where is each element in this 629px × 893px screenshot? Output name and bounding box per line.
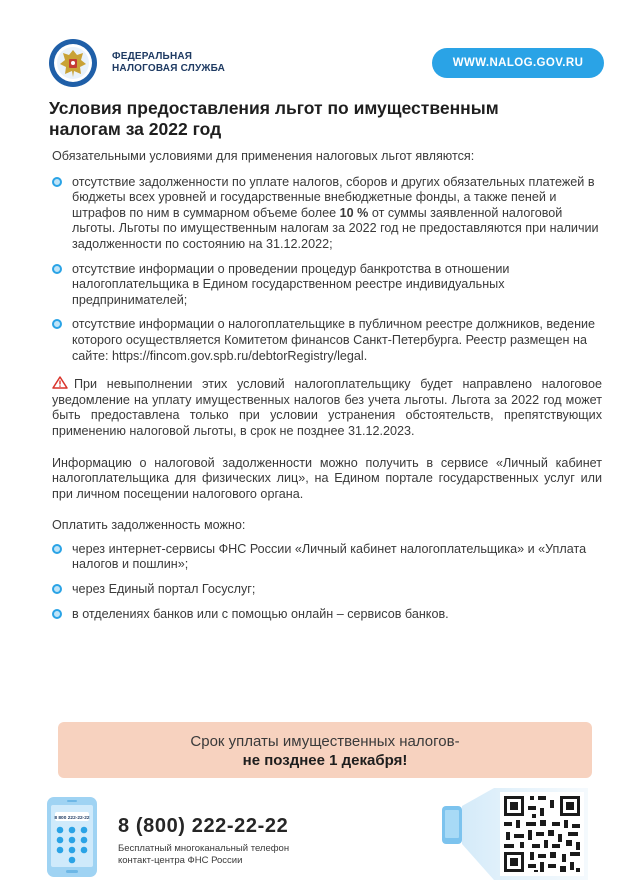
conditions-list [52, 175, 602, 365]
hotline-caption [118, 843, 289, 867]
phone-keypad-icon [46, 796, 98, 878]
debt-info-paragraph: Информацию о налоговой задолженности можно получить в сервисе «Личный кабинет налогоплательщика для физических лиц», на Едином портале государственных услуг или при личном посещении налогового органа. [52, 455, 602, 501]
title-line2: налогам за 2022 год [49, 119, 222, 139]
deadline-line2: не позднее 1 декабря! [242, 752, 408, 769]
warning-text: При невыполнении этих условий налогоплательщику будет направлено налоговое уведомление на уплату имущественных налогов без учета льготы. Льгота за 2022 год может быть предоставлена только при условии устранения обстоятельств, препятствующих применению налоговой льготы, в срок не позднее 31.12.2023. [52, 377, 602, 438]
page-title [49, 98, 589, 140]
fns-emblem-icon [46, 38, 100, 88]
hotline-caption-line1: Бесплатный многоканальный телефон [118, 843, 290, 854]
payment-option-text: через интернет-сервисы ФНС России «Личный кабинет налогоплательщика» и «Уплата налогов и пошлин»; [72, 541, 587, 572]
condition-item-debt [52, 175, 602, 253]
main-content [52, 149, 602, 631]
hotline-number[interactable]: 8 (800) 222-22-22 [118, 815, 289, 837]
bullet-icon [52, 584, 62, 594]
bullet-icon [52, 544, 62, 554]
title-line1: Условия предоставления льгот по имущественным [49, 98, 499, 118]
org-name-line1: ФЕДЕРАЛЬНАЯ [112, 51, 193, 62]
hotline-caption-line2: контакт-центра ФНС России [118, 855, 243, 866]
condition-text: от суммы заявленной налоговой льготы. Льготы по имущественным налогам за 2022 год не предоставляются при наличии задолженности по состоянию на 31.12.2022; [72, 205, 599, 251]
payment-option-text: через Единый портал Госуслуг; [72, 582, 256, 597]
org-name-line2: НАЛОГОВАЯ СЛУЖБА [112, 63, 226, 74]
payment-option-online [52, 542, 602, 573]
phone-screen-number: 8 800 222-22-22 [54, 816, 90, 821]
payment-option-banks [52, 607, 602, 623]
payment-option-gosuslugi [52, 582, 602, 598]
condition-highlight: 10 % [339, 205, 369, 220]
deadline-banner [58, 722, 592, 778]
condition-item-registry [52, 317, 602, 364]
qr-code-icon[interactable] [440, 784, 590, 884]
header [46, 38, 606, 88]
condition-text: отсутствие информации о проведении процедур банкротства в отношении налогоплательщика в Едином государственном реестре индивидуальных предпринимателей; [72, 261, 510, 307]
condition-text: отсутствие информации о налогоплательщике в публичном реестре должников, ведение которого осуществляется Комитетом финансов Санкт-Петербурга. Реестр размещен на сайте: https://fincom.gov.spb.ru/debtorRegistry/legal. [72, 317, 596, 363]
bullet-icon [52, 177, 62, 187]
payment-intro: Оплатить задолженность можно: [52, 518, 246, 533]
bullet-icon [52, 264, 62, 274]
deadline-line1: Срок уплаты имущественных налогов- [190, 733, 460, 750]
website-button[interactable]: WWW.NALOG.GOV.RU [432, 48, 604, 78]
warning-icon [52, 376, 68, 389]
condition-item-bankruptcy [52, 262, 602, 309]
warning-paragraph [52, 376, 602, 439]
bullet-icon [52, 319, 62, 329]
payment-options-list [52, 542, 602, 622]
org-name [112, 51, 225, 75]
condition-text: отсутствие задолженности по уплате налогов, сборов и других обязательных платежей в бюджеты всех уровней и государственные внебюджетные фонды, а также пеней и штрафов по ним в суммарном объеме более [72, 174, 595, 220]
conditions-intro: Обязательными условиями для применения налоговых льгот являются: [52, 149, 475, 163]
payment-option-text: в отделениях банков или с помощью онлайн – сервисов банков. [72, 606, 449, 621]
bullet-icon [52, 609, 62, 619]
